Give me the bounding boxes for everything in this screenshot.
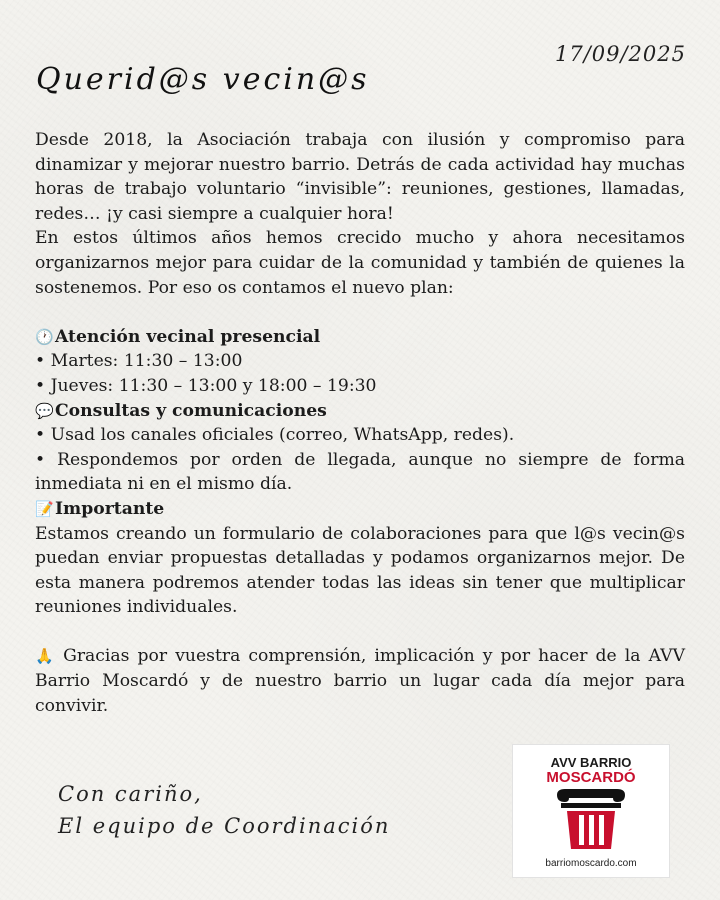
section-heading-atencion: 🕐Atención vecinal presencial <box>35 325 685 350</box>
greeting: Querid@s vecin@s <box>36 62 370 97</box>
letter-body <box>35 128 685 718</box>
signature-line: El equipo de Coordinación <box>58 814 391 838</box>
section-heading-importante: 📝Importante <box>35 497 685 522</box>
paragraph-importante: Estamos creando un formulario de colaboraciones para que l@s vecin@s puedan enviar propuestas detalladas y podamos organizarnos mejor. De esta manera podremos atender todas las ideas sin tener que multiplicar reuniones individuales. <box>35 523 685 618</box>
speech-bubble-icon: 💬 <box>35 401 54 420</box>
list-item: • Usad los canales oficiales (correo, WhatsApp, redes). <box>35 425 515 446</box>
association-logo <box>512 744 670 878</box>
paragraph-intro: Desde 2018, la Asociación trabaja con ilusión y compromiso para dinamizar y mejorar nuestro barrio. Detrás de cada actividad hay muchas horas de trabajo voluntario “invisible”: reuniones, gestiones, llamadas, redes… ¡y casi siempre a cualquier hora! <box>35 130 685 224</box>
section-heading-consultas: 💬Consultas y comunicaciones <box>35 399 685 424</box>
paragraph-thanks: 🙏 Gracias por vuestra comprensión, implicación y por hacer de la AVV Barrio Moscardó y de nuestro barrio un lugar cada día mejor para convivir. <box>35 646 686 716</box>
date: 17/09/2025 <box>554 42 686 66</box>
logo-name: AVV BARRIO MOSCARDÓ <box>546 755 636 786</box>
schedule-item: • Martes: 11:30 – 13:00 <box>35 351 243 372</box>
list-item: • Respondemos por orden de llegada, aunque no siempre de forma inmediata ni en el mismo día. <box>35 449 685 495</box>
signature-line: Con cariño, <box>58 782 203 806</box>
folded-hands-icon: 🙏 <box>35 647 54 666</box>
column-icon <box>551 789 631 851</box>
paragraph-plan: En estos últimos años hemos crecido mucho y ahora necesitamos organizarnos mejor para cuidar de la comunidad y también de quienes la sostenemos. Por eso os contamos el nuevo plan: <box>35 228 685 298</box>
logo-url: barriomoscardo.com <box>545 858 637 869</box>
signature <box>58 778 390 842</box>
clock-icon: 🕐 <box>35 327 54 346</box>
schedule-item: • Jueves: 11:30 – 13:00 y 18:00 – 19:30 <box>35 375 377 396</box>
memo-icon: 📝 <box>35 499 54 518</box>
